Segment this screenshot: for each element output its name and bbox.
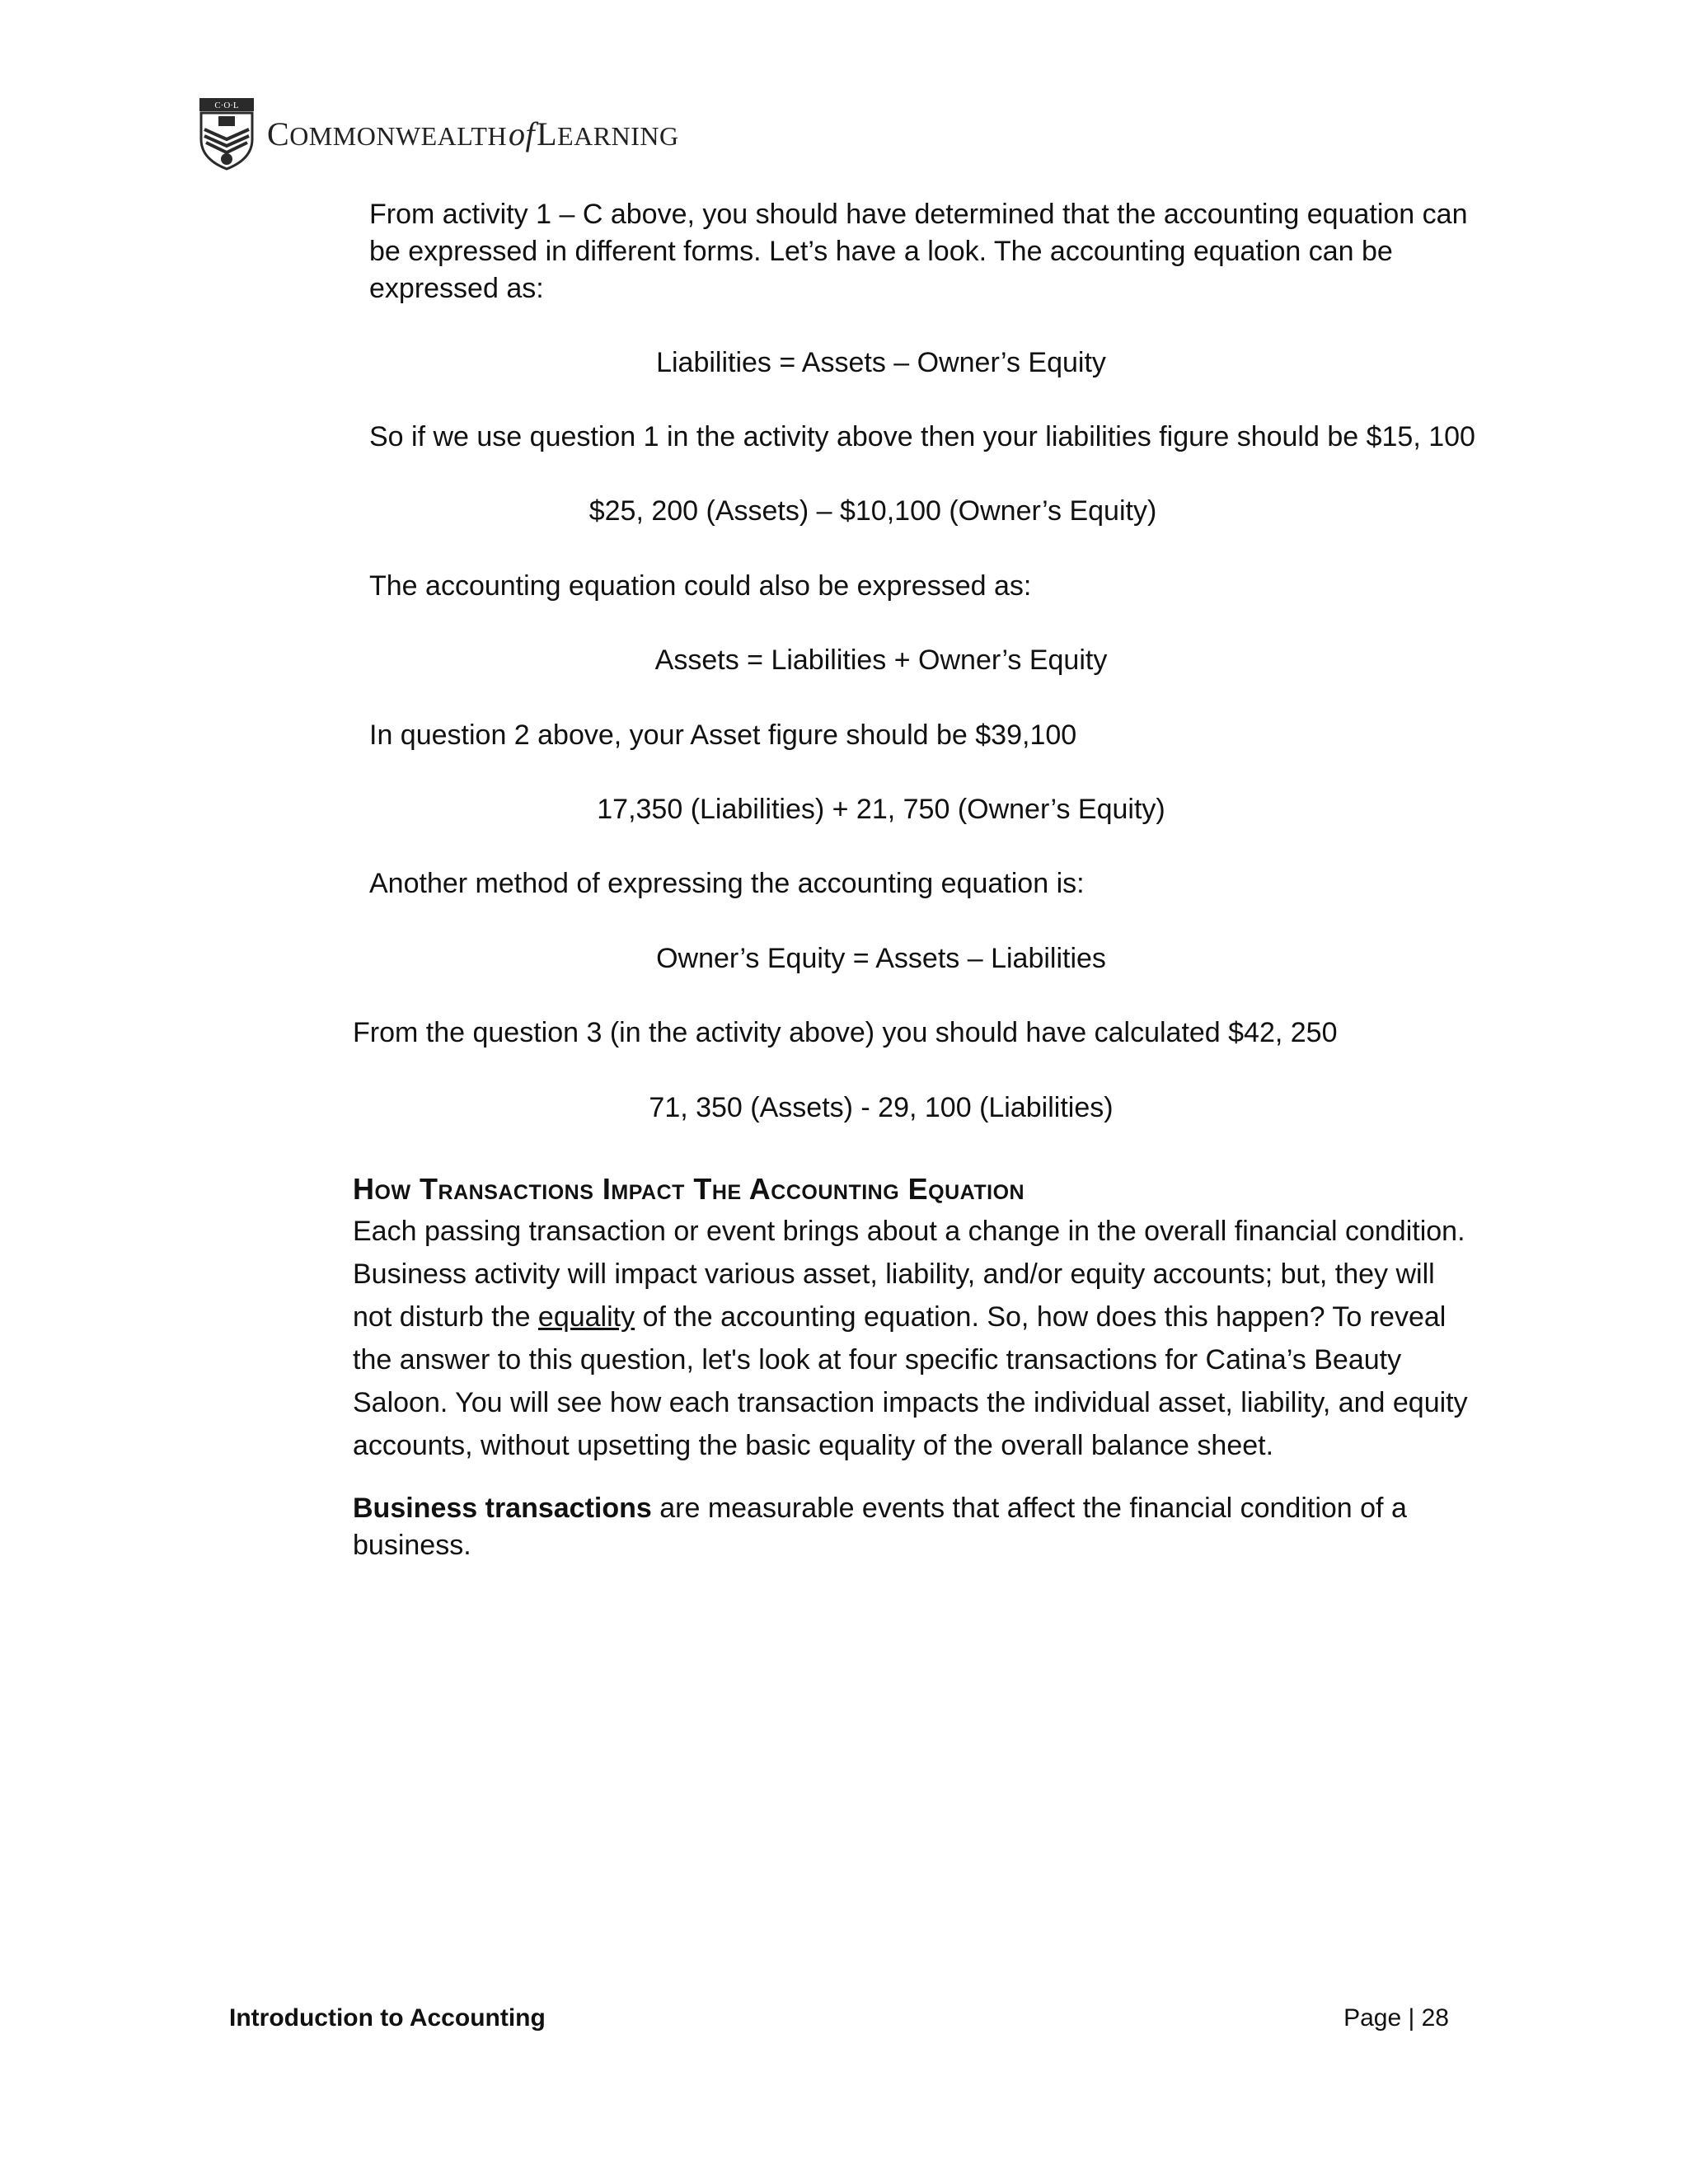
commonwealth-of-learning-logo (198, 94, 679, 173)
section-heading: How Transactions Impact The Accounting Equation (353, 1172, 1025, 1206)
definition-text: are measurable events that affect the financial condition of a business. (353, 1493, 1407, 1561)
footer-page-number: Page | 28 (1343, 2004, 1449, 2032)
transactions-paragraph (353, 1210, 1474, 1467)
definition-paragraph (353, 1490, 1474, 1564)
col-shield-icon (198, 96, 256, 171)
svg-text:C·O·L: C·O·L (214, 101, 239, 110)
intro-line-2: be expressed in different forms. Let’s have a look. The accounting equation can be (369, 236, 1393, 267)
question-3-calculation: 71, 350 (Assets) - 29, 100 (Liabilities) (649, 1092, 1114, 1123)
logo-wordmark: COMMONWEALTHofLEARNING (267, 115, 679, 152)
intro-line-3: expressed as: (369, 273, 544, 304)
underlined-term-equality: equality (537, 1301, 635, 1333)
question-3-text: From the question 3 (in the activity above) you should have calculated $42, 250 (353, 1017, 1338, 1048)
question-1-calculation: $25, 200 (Assets) – $10,100 (Owner’s Equity) (588, 495, 1157, 527)
question-2-text: In question 2 above, your Asset figure should be $39,100 (369, 719, 1077, 751)
also-expressed-text: The accounting equation could also be expressed as: (369, 570, 1032, 602)
equation-owners-equity: Owner’s Equity = Assets – Liabilities (656, 943, 1106, 974)
equation-assets: Assets = Liabilities + Owner’s Equity (654, 644, 1108, 676)
definition-term: Business transactions (353, 1493, 652, 1524)
question-1-text: So if we use question 1 in the activity above then your liabilities figure should be $15, 100 (369, 421, 1475, 452)
footer-course-title: Introduction to Accounting (229, 2004, 546, 2032)
intro-line-1: From activity 1 – C above, you should have determined that the accounting equation can (369, 199, 1468, 230)
equation-liabilities: Liabilities = Assets – Owner’s Equity (656, 347, 1106, 378)
paragraph-text-start: Each passing transaction or event brings about a change in the overall financial condition. Business activity will impact various asset, liability, and/or equity accounts; but, they will not disturb the (353, 1216, 1465, 1333)
paragraph-text-end: of the accounting equation. So, how does this happen? To reveal the answer to this question, let's look at four specific transactions for Catina’s Beauty Saloon. You will see how each transaction impacts the individual asset, liability, and equity accounts, without upsetting the basic equality of the overall balance sheet. (353, 1301, 1468, 1461)
question-2-calculation: 17,350 (Liabilities) + 21, 750 (Owner’s Equity) (597, 794, 1165, 825)
another-method-text: Another method of expressing the accounting equation is: (369, 868, 1085, 899)
